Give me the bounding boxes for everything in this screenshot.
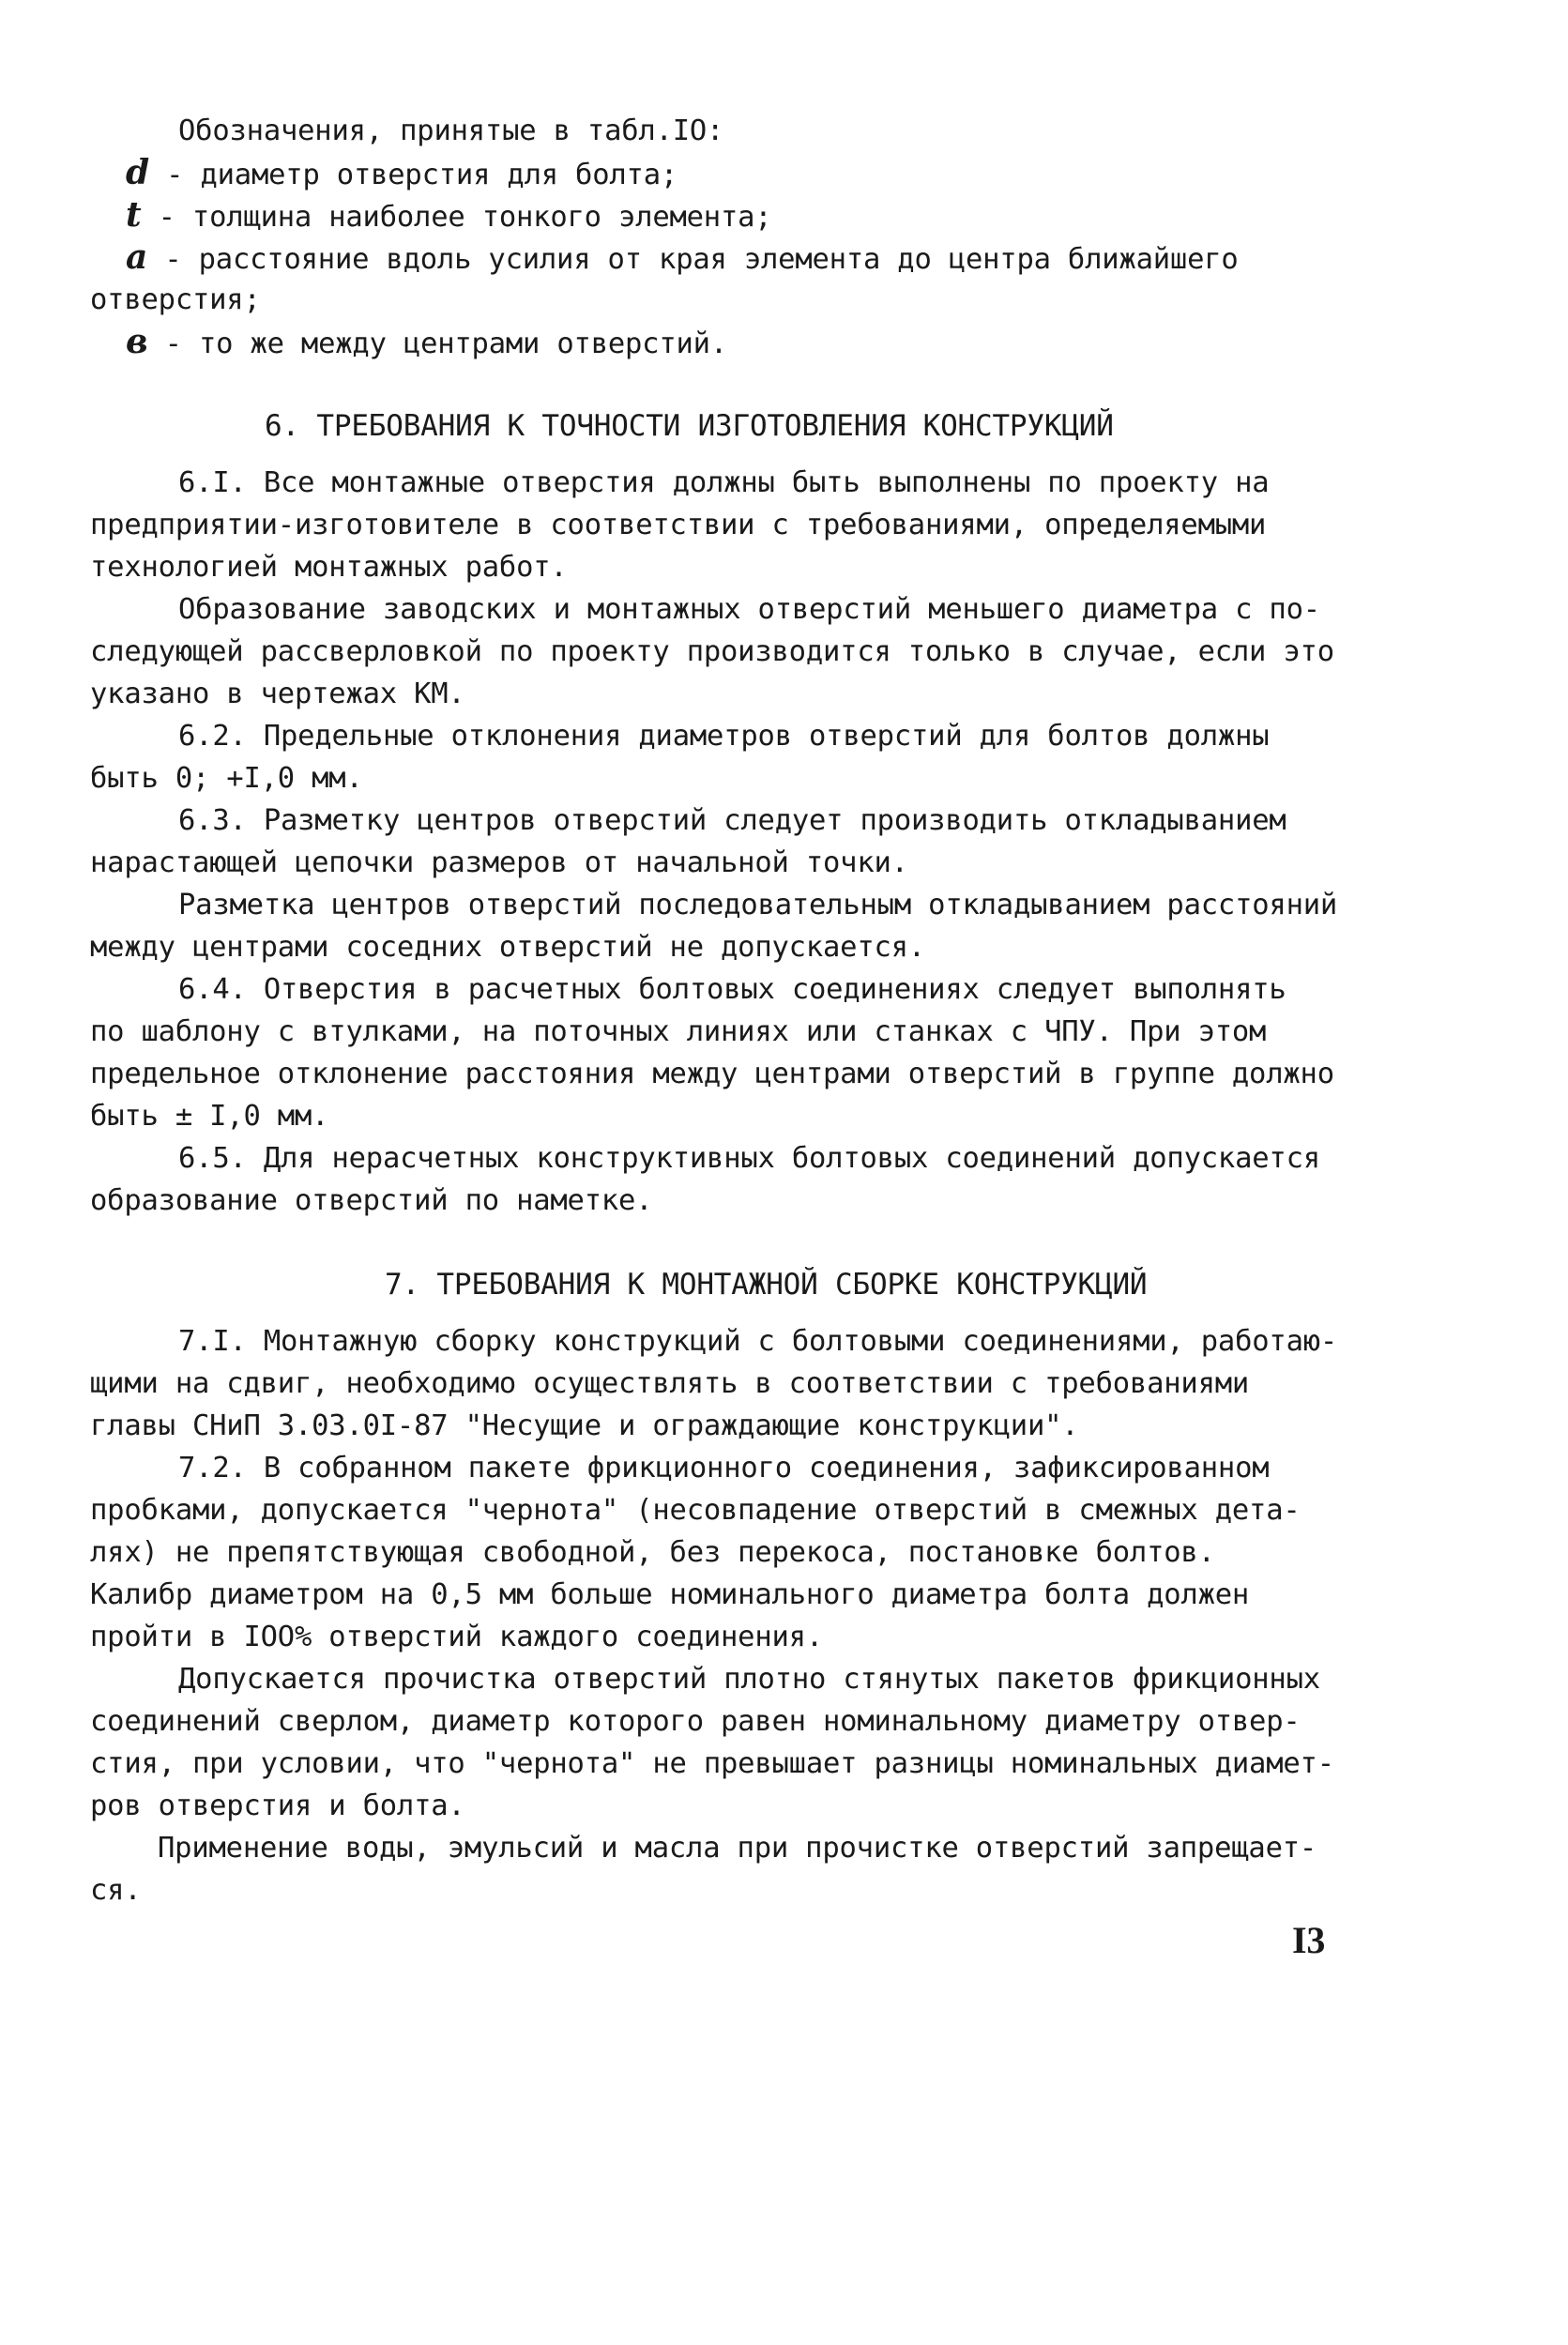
section-6-line: 6.2. Предельные отклонения диаметров отверстий для болтов должны: [178, 720, 1270, 753]
section-6-line: предприятии-изготовителе в соответствии с требованиями, определяемыми: [90, 509, 1267, 541]
section-7-line: Применение воды, эмульсий и масла при прочистке отверстий запрещает-: [158, 1832, 1317, 1865]
section-7-line: ся.: [90, 1874, 142, 1907]
legend-intro: Обозначения, принятые в табл.IO:: [178, 114, 724, 147]
legend-text-a: - расстояние вдоль усилия от края элемента до центра ближайшего: [164, 243, 1239, 276]
section-6-line: между центрами соседних отверстий не допускается.: [90, 931, 925, 964]
legend-item-t: [126, 194, 771, 238]
section-7-line: соединений сверлом, диаметр которого равен номинальному диаметру отвер-: [90, 1705, 1301, 1738]
section-6-line: следующей рассверловкой по проекту производится только в случае, если это: [90, 635, 1334, 668]
section-6-line: Образование заводских и монтажных отверстий меньшего диаметра с по-: [178, 593, 1320, 626]
section-7-line: главы СНиП 3.03.0I-87 "Несущие и ограждающие конструкции".: [90, 1409, 1079, 1442]
section-6-line: быть ± I,0 мм.: [90, 1100, 329, 1133]
legend-item-b: [126, 321, 727, 365]
symbol-b: в: [126, 322, 148, 361]
section-7-line: Калибр диаметром на 0,5 мм больше номинального диаметра болта должен: [90, 1578, 1250, 1611]
section-6-line: по шаблону с втулками, на поточных линиях или станках с ЧПУ. При этом: [90, 1015, 1267, 1048]
section-7-line: 7.2. В собранном пакете фрикционного соединения, зафиксированном: [178, 1452, 1270, 1485]
section-6-line: быть 0; +I,0 мм.: [90, 762, 363, 795]
section-6-line: образование отверстий по наметке.: [90, 1184, 653, 1217]
section-6-line: технологией монтажных работ.: [90, 551, 568, 584]
section-7-line: лях) не препятствующая свободной, без перекоса, постановке болтов.: [90, 1536, 1215, 1569]
legend-item-d: [126, 152, 677, 196]
symbol-t: t: [126, 195, 142, 235]
section-7-line: ров отверстия и болта.: [90, 1789, 465, 1822]
section-6-line: нарастающей цепочки размеров от начальной точки.: [90, 846, 908, 879]
symbol-d: d: [126, 153, 149, 192]
legend-text-t: - толщина наиболее тонкого элемента;: [158, 201, 772, 234]
section-6-line: указано в чертежах КМ.: [90, 678, 465, 710]
section-7-line: 7.I. Монтажную сборку конструкций с болтовыми соединениями, работаю-: [178, 1325, 1338, 1358]
section-6-line: предельное отклонение расстояния между центрами отверстий в группе должно: [90, 1058, 1334, 1090]
section-6-line: 6.5. Для нерасчетных конструктивных болтовых соединений допускается: [178, 1142, 1320, 1175]
section-7-title: 7. ТРЕБОВАНИЯ К МОНТАЖНОЙ СБОРКЕ КОНСТРУКЦИЙ: [385, 1268, 1148, 1302]
symbol-a: a: [126, 237, 148, 277]
section-6-line: Разметка центров отверстий последовательным откладыванием расстояний: [178, 889, 1338, 921]
section-6-line: 6.I. Все монтажные отверстия должны быть выполнены по проекту на: [178, 466, 1270, 499]
section-6-line: 6.3. Разметку центров отверстий следует производить откладыванием: [178, 804, 1286, 837]
legend-text-d: - диаметр отверстия для болта;: [166, 159, 678, 191]
legend-text-b: - то же между центрами отверстий.: [164, 327, 727, 360]
section-6-title: 6. ТРЕБОВАНИЯ К ТОЧНОСТИ ИЗГОТОВЛЕНИЯ КОНСТРУКЦИЙ: [265, 409, 1114, 443]
section-7-line: Допускается прочистка отверстий плотно стянутых пакетов фрикционных: [178, 1663, 1320, 1696]
section-7-line: стия, при условии, что "чернота" не превышает разницы номинальных диамет-: [90, 1747, 1334, 1780]
legend-item-a: [126, 236, 1239, 281]
section-7-line: щими на сдвиг, необходимо осуществлять в соответствии с требованиями: [90, 1367, 1250, 1400]
section-7-line: пробками, допускается "чернота" (несовпадение отверстий в смежных дета-: [90, 1494, 1301, 1527]
section-7-line: пройти в IOO% отверстий каждого соединения.: [90, 1621, 823, 1653]
section-6-line: 6.4. Отверстия в расчетных болтовых соединениях следует выполнять: [178, 973, 1286, 1006]
page-number: I3: [1292, 1919, 1326, 1961]
legend-text-a-cont: отверстия;: [90, 283, 261, 316]
